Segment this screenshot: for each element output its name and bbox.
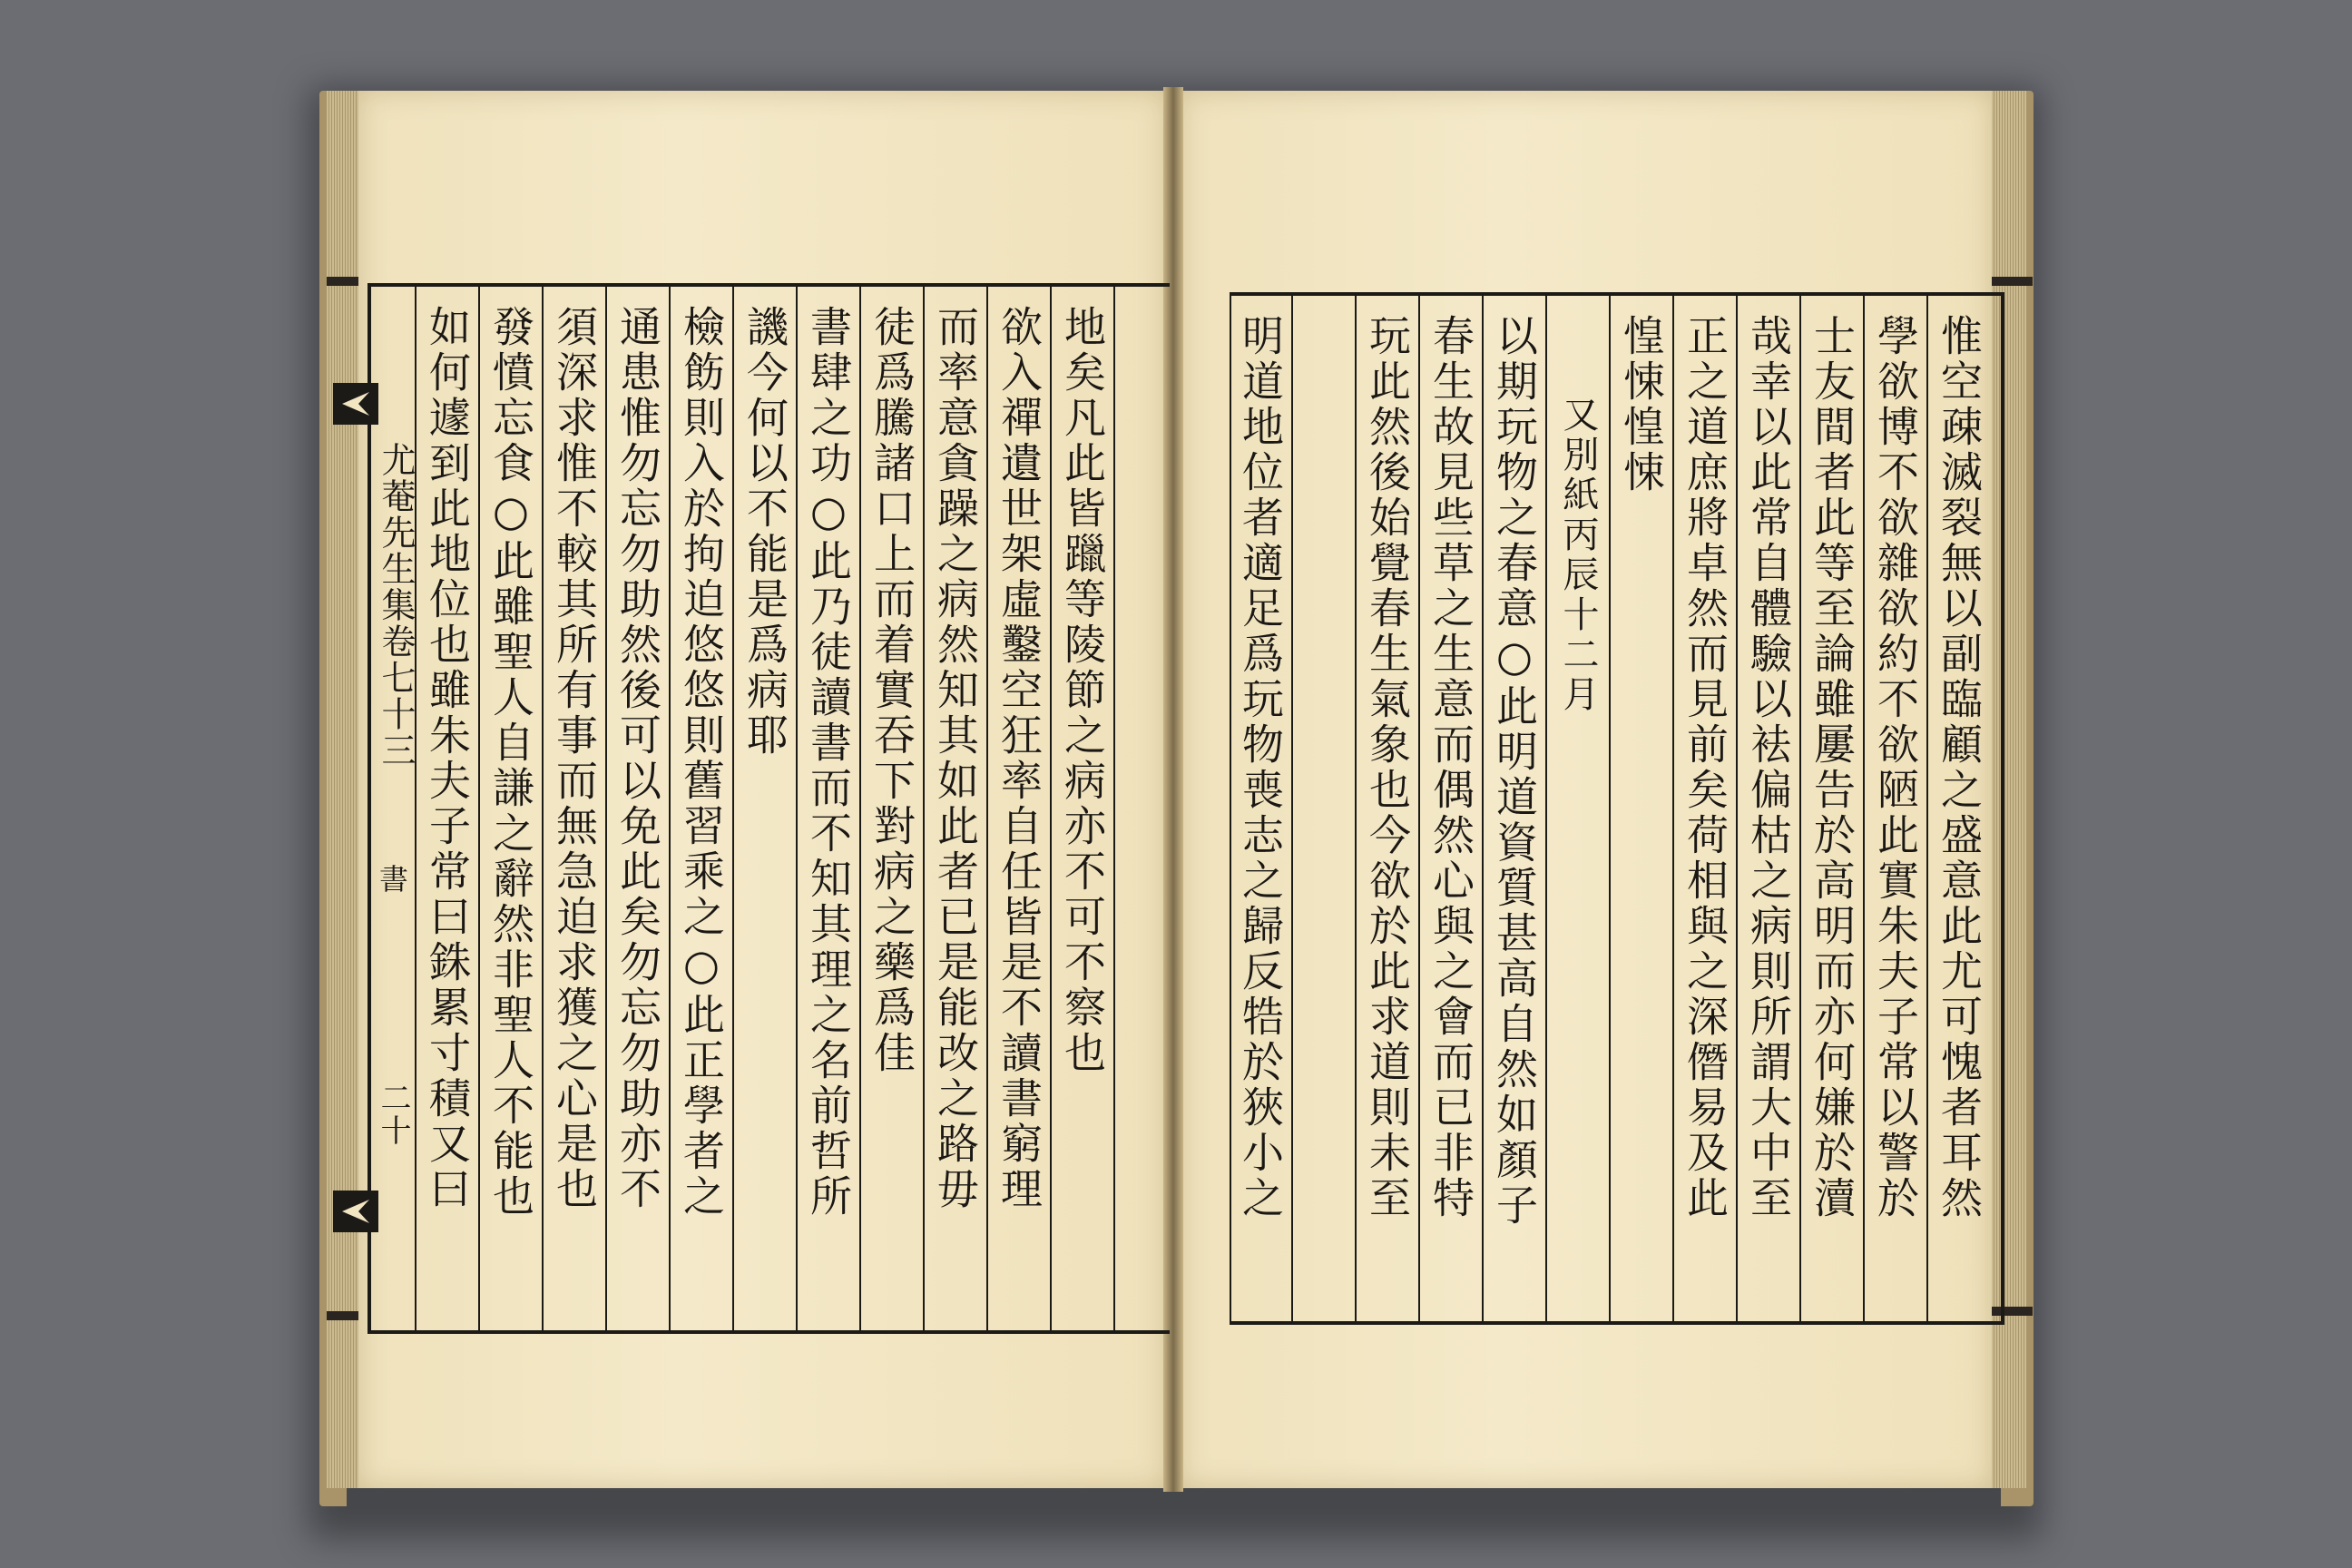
text-column: 學欲博不欲雜欲約不欲陋此實朱夫子常以警於 [1871, 314, 1920, 1221]
fish-tail-ornament-top [333, 383, 378, 425]
banxin-page-number: 二十 [375, 1082, 411, 1147]
text-column: 地矣凡此皆躐等陵節之病亦不可不察也 [1058, 305, 1107, 1076]
fish-tail-ornament-bottom [333, 1191, 378, 1232]
page-edges-left [327, 91, 363, 1488]
text-column: 春生故見些草之生意而偶然心與之會而已非特 [1426, 314, 1475, 1221]
text-column: 欲入禪遺世架虛鑿空狂率自任皆是不讀書窮理 [995, 305, 1044, 1212]
text-column: 玩此然後始覺春生氣象也今欲於此求道則未至 [1363, 314, 1412, 1221]
text-column: 譏今何以不能是爲病耶 [740, 305, 789, 759]
banxin-section: 書 [375, 864, 409, 895]
text-column: 惶悚惶悚 [1617, 314, 1666, 495]
banxin-title: 尤菴先生集卷七十三 [376, 442, 416, 769]
text-column: 書肆之功○此乃徒讀書而不知其理之名前哲所 [804, 305, 853, 1220]
left-text-frame [368, 283, 1170, 1334]
banxin-strip [368, 283, 416, 1327]
text-column: 以期玩物之春意○此明道資質甚高自然如顏子 [1490, 314, 1539, 1229]
text-column: 士友間者此等至論雖屢告於高明而亦何嫌於瀆 [1808, 314, 1857, 1221]
right-text-frame [1230, 292, 2004, 1325]
text-column: 須深求惟不較其所有事而無急迫求獲之心是也 [550, 305, 599, 1212]
text-column: 徒爲騰諸口上而着實吞下對病之藥爲佳 [867, 305, 916, 1076]
text-column: 明道地位者適足爲玩物喪志之歸反牿於狹小之 [1236, 314, 1285, 1221]
text-column: 發憤忘食○此雖聖人自謙之辭然非聖人不能也 [486, 305, 535, 1220]
text-column: 檢飭則入於拘迫悠悠則舊習乘之○此正學者之 [677, 305, 726, 1220]
text-column: 正之道庶將卓然而見前矣荷相與之深僭易及此 [1681, 314, 1730, 1221]
text-column: 通患惟勿忘勿助然後可以免此矣勿忘勿助亦不 [613, 305, 662, 1212]
section-heading: 又別紙丙辰十二月 [1557, 396, 1599, 715]
text-column: 而率意貪躁之病然知其如此者已是能改之路毋 [931, 305, 980, 1212]
text-column: 如何遽到此地位也雖朱夫子常曰銖累寸積又曰 [423, 305, 472, 1212]
text-column: 惟空疎滅裂無以副臨顧之盛意此尤可愧者耳然 [1935, 314, 1984, 1221]
text-column: 哉幸以此常自體驗以袪偏枯之病則所謂大中至 [1744, 314, 1793, 1221]
